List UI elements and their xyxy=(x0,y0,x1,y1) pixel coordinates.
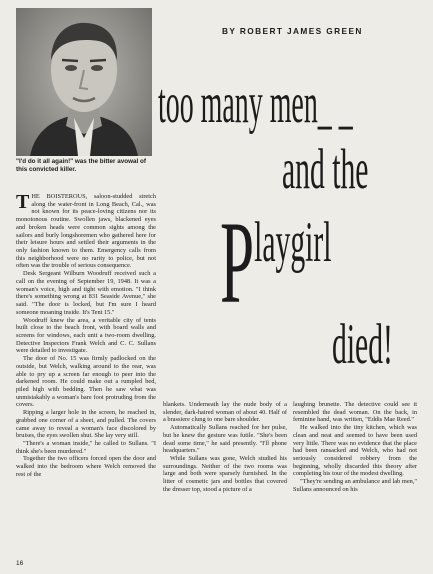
article-column-3 xyxy=(293,401,417,494)
paragraph: Desk Sergeant Wilburn Woodruff received such a call on the evening of September 19, 1948. It was a woman's voice, high and tight with emotion. "I think there's something wrong at 831 Seaside Avenue," she said. "The door is locked, but I'm sure I heard someone moaning inside. It's Tent 15." xyxy=(16,270,156,316)
paragraph: "There's a woman inside," he called to Sullans. "I think she's been murdered." xyxy=(16,440,156,455)
paragraph: Together the two officers forced open the door and walked into the bedroom where Welch removed the rest of the xyxy=(16,455,156,478)
paragraph: He walked into the tiny kitchen, which was clean and neat and seemed to have been used very little. There was no evidence that the place had been ransacked and Welch, who had not seriously considered robbery from the beginning, wholly discarded this theory after completing his tour of the modest dwelling. xyxy=(293,424,417,478)
paragraph: blankets. Underneath lay the nude body of a slender, dark-haired woman of about 40. Half of a brassiere clung to one bare shoulder. xyxy=(163,401,287,424)
page-number: 16 xyxy=(16,560,24,567)
article-column-2 xyxy=(163,401,287,494)
paragraph: The door of No. 15 was firmly padlocked on the outside, but Welch, walking around to the rear, was able to pry up a screen far enough to peer into the darkened room. He could make out a rumpled bed, piled high with bedding. Then he saw what was unmistakably a woman's bare foot protruding from the covers. xyxy=(16,355,156,409)
title-line-1: too many men_ _ xyxy=(158,72,353,135)
paragraph: Automatically Sullans reached for her pulse, but he knew the gesture was futile. "She's been dead some time," he said presently. "I'll phone headquarters." xyxy=(163,424,287,455)
article-column-1 xyxy=(16,193,156,479)
paragraph: THE BOISTEROUS, saloon-studded stretch along the water-front in Long Beach, Cal., was not known for its peace-loving citizens nor its monotonous routine. Swollen jaws, blackened eyes and broken heads were common sights among the sailors and burly longshoremen who gathered here for their leisure hours and settled their arguments in the only fashion known to them. Emergency calls from this neighborhood were no rarity to police, but not often was the trouble of serious consequence. xyxy=(16,191,156,270)
paragraph: While Sullans was gone, Welch studied his surroundings. Neither of the two rooms was large and both were sparsely furnished. In the litter of cosmetic jars and bottles that covered the dresser top, stood a picture of a xyxy=(163,455,287,493)
drop-cap: T xyxy=(16,191,30,213)
title-playgirl: laygirl xyxy=(254,211,332,274)
paragraph: Ripping a larger hole in the screen, he reached in, grabbed one corner of a sheet, and pulled. The covers came away to reveal a woman's face discolored by bruises, the eyes swollen shut. She lay very still. xyxy=(16,409,156,440)
photo-caption: "I'd do it all again!" was the bitter avowal of this convicted killer. xyxy=(16,158,146,173)
byline: BY ROBERT JAMES GREEN xyxy=(222,26,363,36)
portrait-photo xyxy=(16,8,152,156)
title-line-3 xyxy=(220,197,332,328)
title-line-4: died! xyxy=(332,313,393,376)
paragraph: Woodruff knew the area, a veritable city of tents built close to the beach front, with board walls and screens for windows, each unit a two-room dwelling. Detective Inspectors Frank Welch and C. C. Sullans were detailed to investigate. xyxy=(16,316,156,355)
paragraph: "They're sending an ambulance and lab men," Sullans announced on his xyxy=(293,478,417,493)
portrait-icon xyxy=(16,8,152,156)
paragraph: laughing brunette. The detective could see it resembled the dead woman. On the back, in feminine hand, was written, "Eddis Mae Reed." xyxy=(293,401,417,424)
title-drop-cap: P xyxy=(220,197,255,328)
title-line-2: and the xyxy=(282,138,369,201)
